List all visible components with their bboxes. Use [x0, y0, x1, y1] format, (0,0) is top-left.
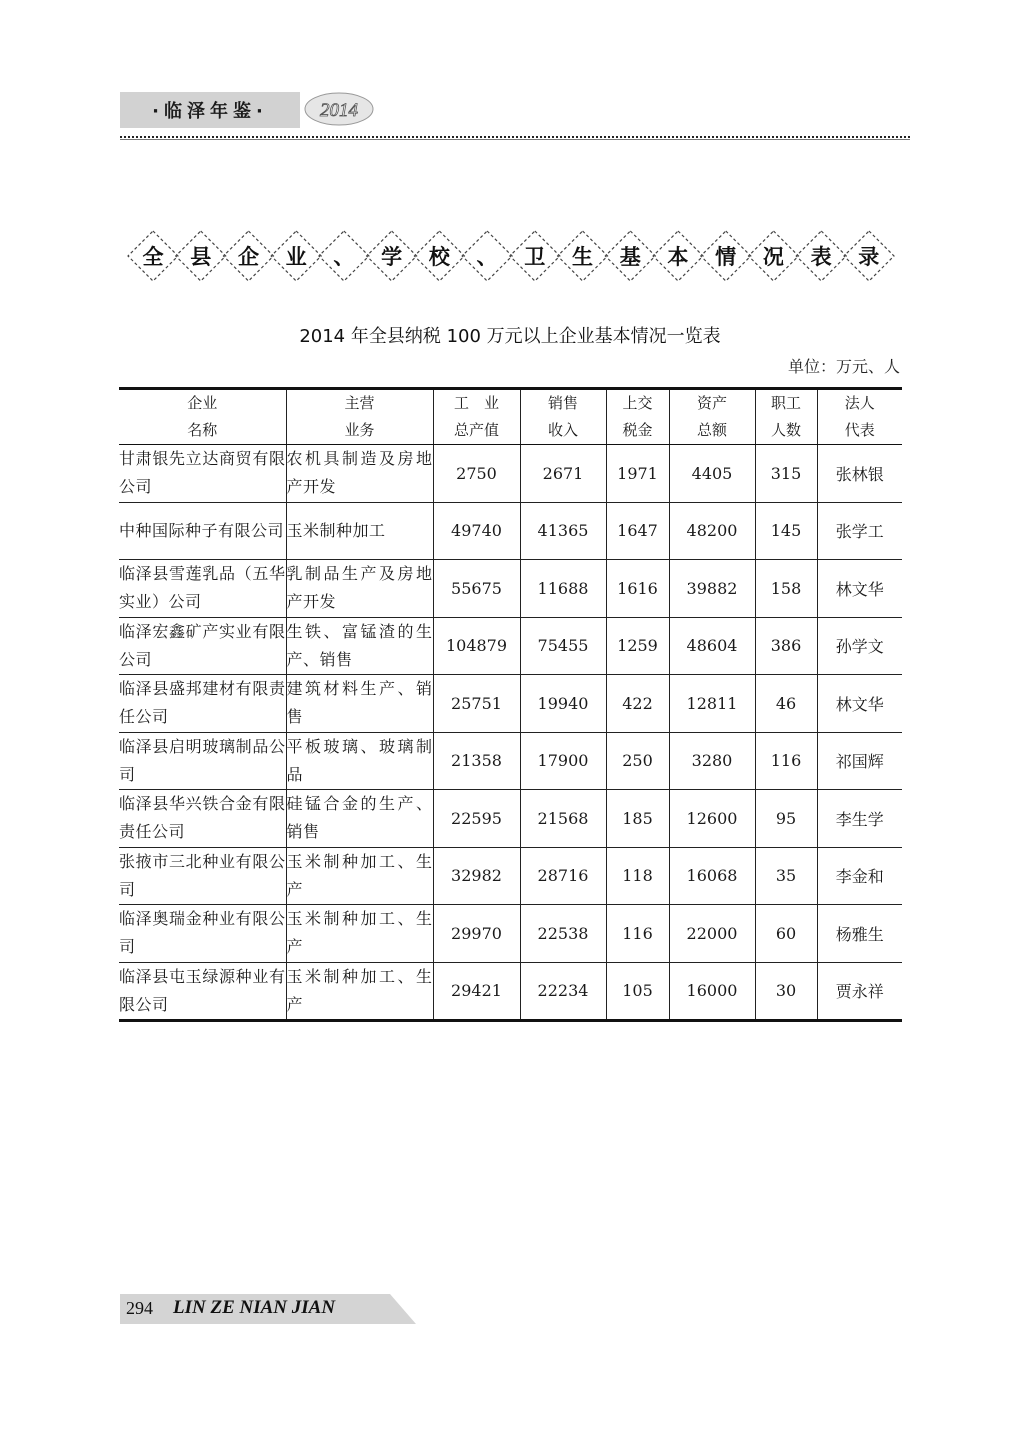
cell-sales: 2671	[520, 445, 606, 503]
banner-char: 生	[571, 245, 593, 269]
enterprise-table	[119, 387, 902, 1022]
table-row	[119, 790, 902, 848]
column-header-sales: 销售 收入	[520, 389, 606, 445]
column-header-assets: 资产 总额	[669, 389, 755, 445]
cell-sales: 28716	[520, 847, 606, 905]
banner-char: 业	[285, 245, 307, 269]
table-row	[119, 445, 902, 503]
cell-staff: 95	[755, 790, 817, 848]
cell-representative: 张学工	[817, 502, 902, 560]
cell-tax: 118	[606, 847, 669, 905]
table-header-row	[119, 389, 902, 445]
cell-name: 临泽奥瑞金种业有限公司	[119, 905, 286, 963]
cell-assets: 3280	[669, 732, 755, 790]
cell-name: 临泽县启明玻璃制品公司	[119, 732, 286, 790]
cell-staff: 116	[755, 732, 817, 790]
cell-representative: 林文华	[817, 560, 902, 618]
cell-name: 临泽宏鑫矿产实业有限公司	[119, 617, 286, 675]
cell-output: 25751	[433, 675, 520, 733]
banner-char: 、	[476, 245, 498, 269]
section-banner	[126, 230, 896, 282]
cell-staff: 158	[755, 560, 817, 618]
cell-tax: 422	[606, 675, 669, 733]
cell-staff: 145	[755, 502, 817, 560]
cell-representative: 祁国辉	[817, 732, 902, 790]
cell-tax: 116	[606, 905, 669, 963]
cell-tax: 105	[606, 962, 669, 1020]
cell-business: 乳制品生产及房地产开发	[286, 560, 433, 618]
page-number: 294	[126, 1298, 153, 1318]
banner-char: 学	[381, 245, 403, 269]
cell-staff: 315	[755, 445, 817, 503]
header-rule	[120, 136, 910, 140]
cell-business: 玉米制种加工、生产	[286, 905, 433, 963]
banner-char: 、	[333, 245, 355, 269]
cell-name: 中种国际种子有限公司	[119, 502, 286, 560]
table-row	[119, 905, 902, 963]
cell-sales: 22234	[520, 962, 606, 1020]
cell-tax: 185	[606, 790, 669, 848]
cell-name: 临泽县盛邦建材有限责任公司	[119, 675, 286, 733]
cell-assets: 16000	[669, 962, 755, 1020]
cell-business: 农机具制造及房地产开发	[286, 445, 433, 503]
column-header-name: 企业 名称	[119, 389, 286, 445]
table-row	[119, 502, 902, 560]
cell-output: 104879	[433, 617, 520, 675]
cell-output: 29970	[433, 905, 520, 963]
table-row	[119, 560, 902, 618]
cell-representative: 杨雅生	[817, 905, 902, 963]
table-title: 2014 年全县纳税 100 万元以上企业基本情况一览表	[299, 326, 721, 347]
cell-assets: 39882	[669, 560, 755, 618]
cell-sales: 21568	[520, 790, 606, 848]
cell-sales: 75455	[520, 617, 606, 675]
cell-name: 临泽县华兴铁合金有限责任公司	[119, 790, 286, 848]
running-header-title: ·临泽年鉴·	[120, 92, 300, 128]
cell-tax: 1616	[606, 560, 669, 618]
banner-char: 情	[715, 245, 737, 269]
cell-assets: 22000	[669, 905, 755, 963]
cell-name: 临泽县雪莲乳品（五华实业）公司	[119, 560, 286, 618]
cell-name: 张掖市三北种业有限公司	[119, 847, 286, 905]
table-row	[119, 962, 902, 1020]
table-row	[119, 847, 902, 905]
cell-output: 22595	[433, 790, 520, 848]
cell-business: 生铁、富锰渣的生产、销售	[286, 617, 433, 675]
cell-business: 硅锰合金的生产、销售	[286, 790, 433, 848]
cell-assets: 4405	[669, 445, 755, 503]
cell-output: 21358	[433, 732, 520, 790]
cell-business: 玉米制种加工、生产	[286, 847, 433, 905]
cell-output: 55675	[433, 560, 520, 618]
column-header-staff: 职工 人数	[755, 389, 817, 445]
cell-assets: 12600	[669, 790, 755, 848]
cell-assets: 48604	[669, 617, 755, 675]
cell-name: 甘肃银先立达商贸有限公司	[119, 445, 286, 503]
column-header-representative: 法人 代表	[817, 389, 902, 445]
cell-assets: 12811	[669, 675, 755, 733]
banner-char: 卫	[524, 245, 546, 269]
cell-tax: 1647	[606, 502, 669, 560]
cell-staff: 60	[755, 905, 817, 963]
banner-char: 县	[190, 245, 212, 269]
cell-tax: 1259	[606, 617, 669, 675]
banner-char: 基	[619, 245, 641, 269]
table-row	[119, 675, 902, 733]
banner-char: 校	[428, 245, 450, 269]
cell-output: 29421	[433, 962, 520, 1020]
cell-business: 玉米制种加工、生产	[286, 962, 433, 1020]
cell-representative: 李生学	[817, 790, 902, 848]
year-badge	[302, 90, 376, 128]
cell-representative: 林文华	[817, 675, 902, 733]
cell-name: 临泽县屯玉绿源种业有限公司	[119, 962, 286, 1020]
banner-char: 录	[858, 245, 880, 269]
cell-sales: 17900	[520, 732, 606, 790]
cell-tax: 1971	[606, 445, 669, 503]
cell-sales: 41365	[520, 502, 606, 560]
cell-staff: 30	[755, 962, 817, 1020]
banner-char: 全	[142, 245, 164, 269]
year-badge-text: 2014	[320, 100, 358, 121]
cell-business: 建筑材料生产、销售	[286, 675, 433, 733]
banner-title	[126, 230, 896, 282]
cell-staff: 35	[755, 847, 817, 905]
cell-representative: 张林银	[817, 445, 902, 503]
cell-representative: 贾永祥	[817, 962, 902, 1020]
cell-sales: 11688	[520, 560, 606, 618]
column-header-output: 工 业 总产值	[433, 389, 520, 445]
unit-note: 单位：万元、人	[787, 357, 900, 376]
banner-char: 表	[810, 245, 832, 269]
cell-staff: 386	[755, 617, 817, 675]
cell-output: 32982	[433, 847, 520, 905]
cell-sales: 19940	[520, 675, 606, 733]
cell-staff: 46	[755, 675, 817, 733]
banner-char: 本	[667, 245, 689, 269]
footer-title: LIN ZE NIAN JIAN	[173, 1297, 336, 1318]
cell-output: 2750	[433, 445, 520, 503]
cell-business: 平板玻璃、玻璃制品	[286, 732, 433, 790]
cell-sales: 22538	[520, 905, 606, 963]
banner-char: 况	[762, 245, 784, 269]
cell-tax: 250	[606, 732, 669, 790]
table-row	[119, 732, 902, 790]
cell-business: 玉米制种加工	[286, 502, 433, 560]
cell-representative: 李金和	[817, 847, 902, 905]
table-row	[119, 617, 902, 675]
column-header-business: 主营 业务	[286, 389, 433, 445]
cell-output: 49740	[433, 502, 520, 560]
cell-assets: 48200	[669, 502, 755, 560]
banner-char: 企	[237, 245, 259, 269]
cell-assets: 16068	[669, 847, 755, 905]
cell-representative: 孙学文	[817, 617, 902, 675]
column-header-tax: 上交 税金	[606, 389, 669, 445]
